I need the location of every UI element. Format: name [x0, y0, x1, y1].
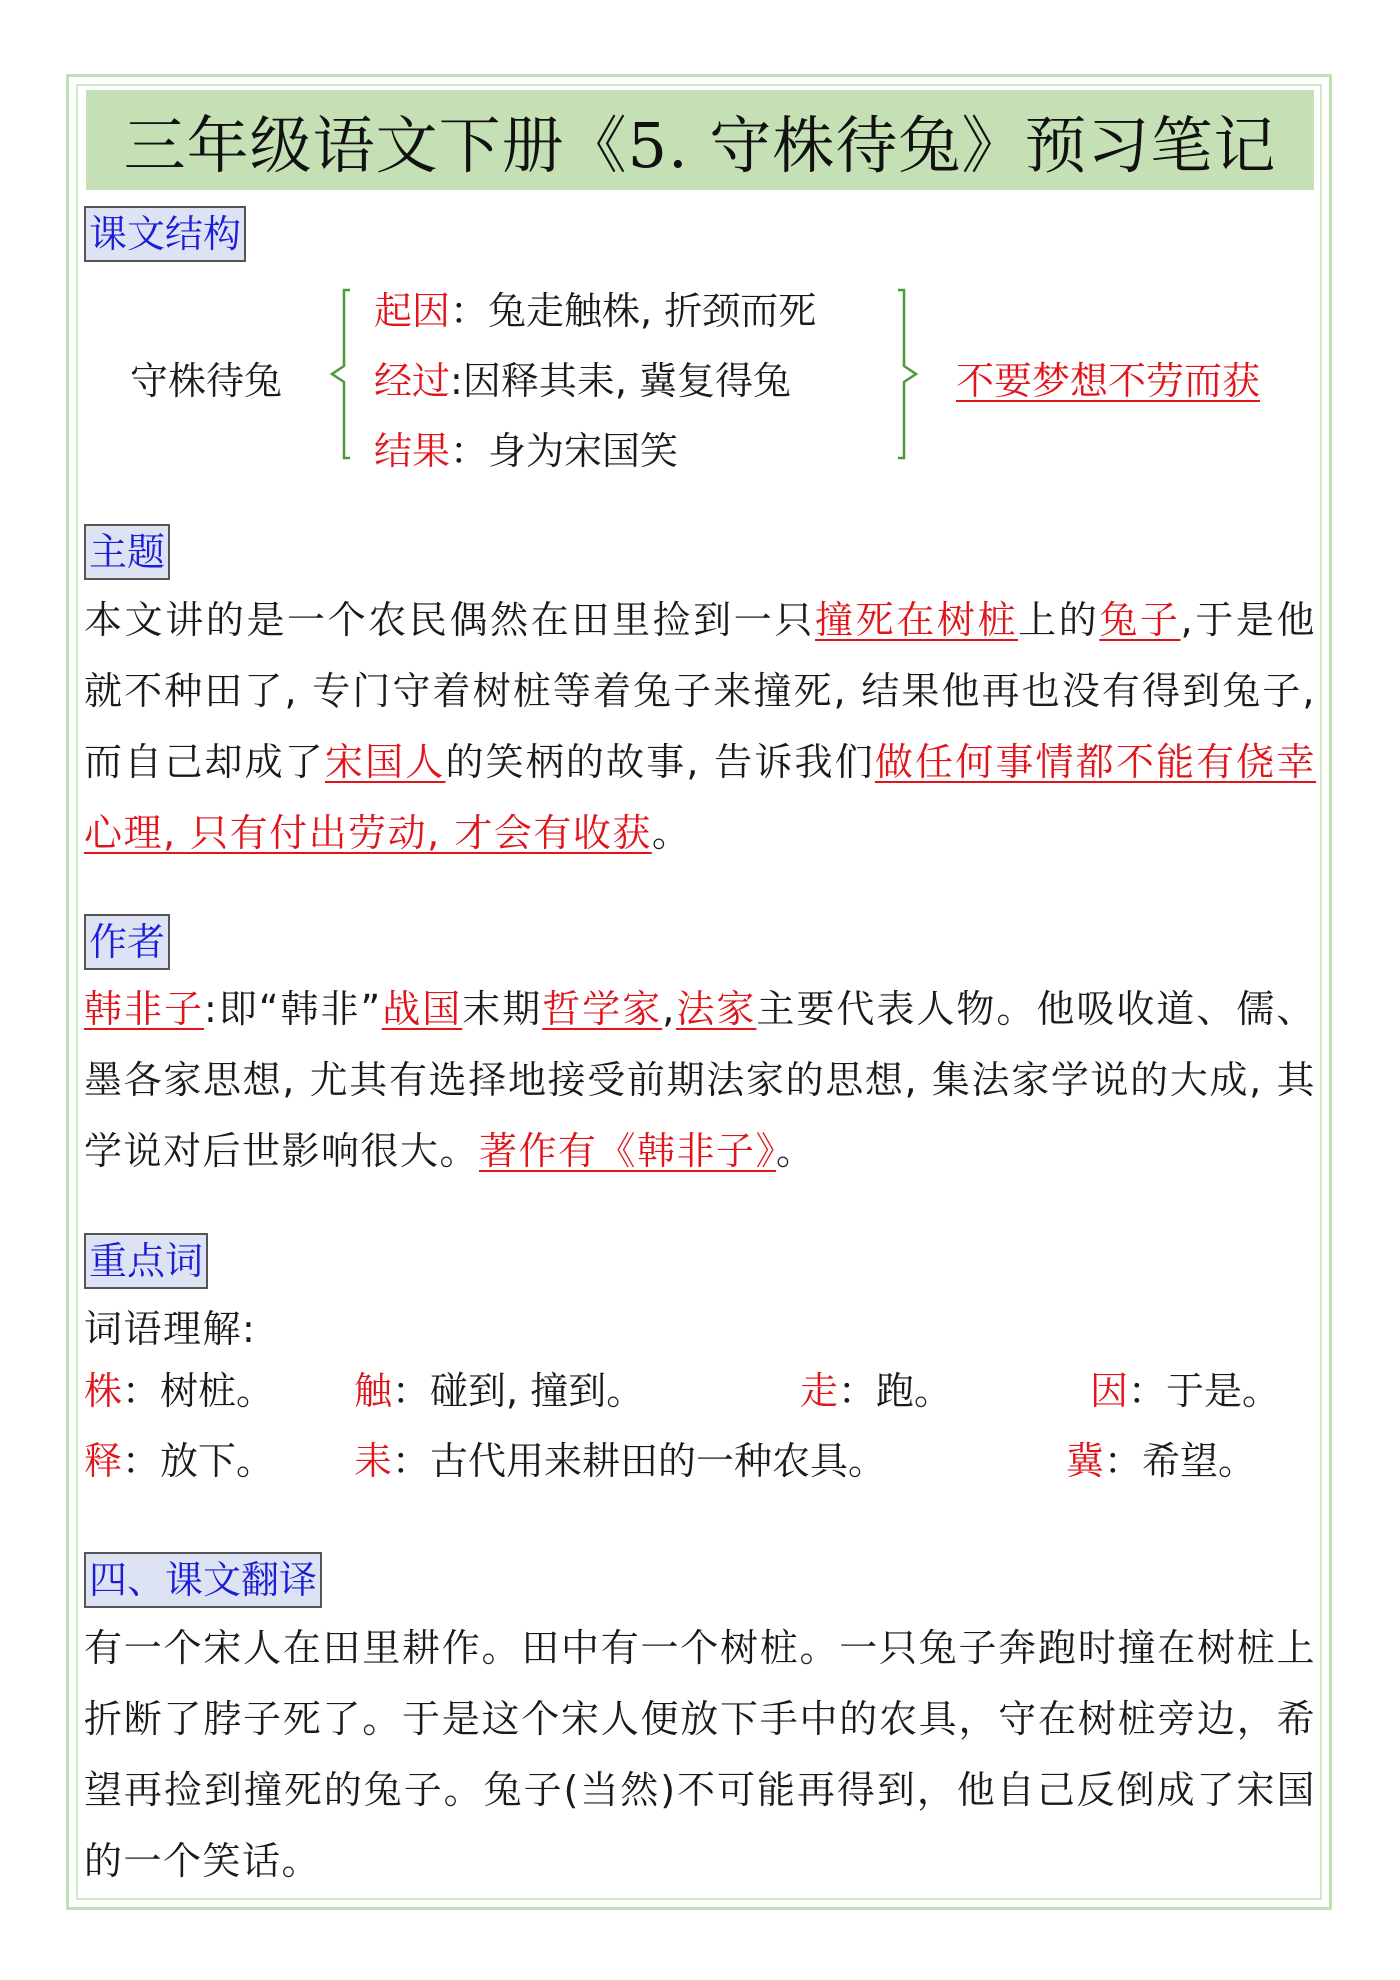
vocab-key: 株: [84, 1369, 123, 1413]
vocab-meaning: 树桩。: [160, 1369, 275, 1413]
structure-sep: ：: [450, 289, 489, 333]
vocab-item: [1066, 1430, 1256, 1485]
author-emphasis: 法家: [675, 987, 757, 1031]
vocab-sep: ：: [392, 1369, 431, 1413]
author-emphasis: 哲学家: [542, 987, 663, 1031]
structure-conclusion: 不要梦想不劳而获: [956, 359, 1261, 403]
structure-text: 兔走触株, 折颈而死: [488, 289, 817, 333]
keywords-subtitle: 词语理解:: [84, 1307, 257, 1351]
translation-heading: 四、课文翻译: [84, 1552, 322, 1608]
vocab-sep: ：: [838, 1369, 877, 1413]
vocab-key: 因: [1090, 1369, 1129, 1413]
theme-text: 的笑柄的故事, 告诉我们: [445, 740, 875, 784]
vocab-key: 释: [84, 1439, 123, 1483]
theme-text: 本文讲的是一个农民偶然在田里捡到一只: [84, 598, 816, 642]
vocab-item: [1090, 1360, 1280, 1415]
author-emphasis: 战国: [381, 987, 463, 1031]
author-text: 末期: [462, 987, 543, 1031]
vocab-key: 冀: [1066, 1439, 1105, 1483]
vocab-meaning: 碰到, 撞到。: [430, 1369, 645, 1413]
structure-text: 身为宋国笑: [488, 429, 679, 473]
translation-paragraph: 有一个宋人在田里耕作。田中有一个树桩。一只兔子奔跑时撞在树桩上折断了脖子死了。于是这个宋人便放下手中的农具，守在树桩旁边，希望再捡到撞死的兔子。兔子(当然)不可能再得到，他自己反倒成了宋国的一个笑话。: [84, 1626, 1316, 1883]
theme-emphasis: 兔子: [1099, 598, 1181, 642]
vocab-meaning: 跑。: [876, 1369, 953, 1413]
author-emphasis: 韩非子: [84, 987, 205, 1031]
author-text: ,: [662, 987, 676, 1031]
vocab-key: 走: [800, 1369, 839, 1413]
structure-label: 起因: [374, 289, 451, 333]
theme-emphasis: 做任何事情都不能有侥幸心理, 只有付出劳动, 才会有收获: [84, 740, 1316, 855]
theme-emphasis: 宋国人: [324, 740, 446, 784]
vocab-sep: ：: [122, 1439, 161, 1483]
vocab-item: [354, 1430, 886, 1485]
theme-emphasis: 撞死在树桩: [815, 598, 1019, 642]
author-heading: 作者: [84, 914, 170, 970]
theme-heading: 主题: [84, 524, 170, 580]
vocab-item: [84, 1430, 274, 1485]
vocab-sep: ：: [392, 1439, 431, 1483]
structure-item-process: [374, 350, 791, 405]
vocab-item: [84, 1360, 274, 1415]
author-text: 。: [776, 1129, 816, 1173]
structure-root: 守株待兔: [130, 359, 283, 403]
author-text: :即“韩非”: [204, 987, 382, 1031]
structure-text: 因释其耒, 冀复得兔: [462, 359, 791, 403]
vocab-meaning: 放下。: [160, 1439, 275, 1483]
structure-sep: ：: [450, 429, 489, 473]
author-text: 主要代表人物。他吸收道、儒、墨各家思想, 尤其有选择地接受前期法家的思想, 集法家学说的大成, 其学说对后世影响很大。: [84, 987, 1316, 1173]
structure-label: 经过: [374, 359, 451, 403]
page-title: 三年级语文下册《5. 守株待兔》预习笔记: [86, 90, 1314, 190]
vocab-meaning: 希望。: [1142, 1439, 1257, 1483]
vocab-key: 触: [354, 1369, 393, 1413]
vocab-sep: ：: [122, 1369, 161, 1413]
vocab-item: [800, 1360, 952, 1415]
vocab-meaning: 古代用来耕田的一种农具。: [430, 1439, 887, 1483]
structure-sep: :: [450, 359, 463, 403]
structure-heading: 课文结构: [84, 206, 246, 262]
theme-text: 上的: [1018, 598, 1100, 642]
vocab-sep: ：: [1104, 1439, 1143, 1483]
vocab-meaning: 于是。: [1166, 1369, 1281, 1413]
structure-item-cause: [374, 280, 816, 335]
keywords-heading: 重点词: [84, 1233, 208, 1289]
theme-text: ,于是他就不种田了, 专门守着树桩等着兔子来撞死, 结果他再也没有得到兔子, 而自己却成了: [84, 598, 1316, 784]
left-brace-icon: [320, 284, 380, 464]
vocab-key: 耒: [354, 1439, 393, 1483]
right-brace-icon: [890, 284, 950, 464]
vocab-item: [354, 1360, 644, 1415]
structure-item-result: [374, 420, 678, 475]
theme-paragraph: [84, 585, 1316, 869]
vocab-sep: ：: [1128, 1369, 1167, 1413]
theme-text: 。: [651, 811, 692, 855]
author-emphasis: 著作有《韩非子》: [479, 1129, 777, 1173]
structure-label: 结果: [374, 429, 451, 473]
author-paragraph: [84, 974, 1316, 1187]
